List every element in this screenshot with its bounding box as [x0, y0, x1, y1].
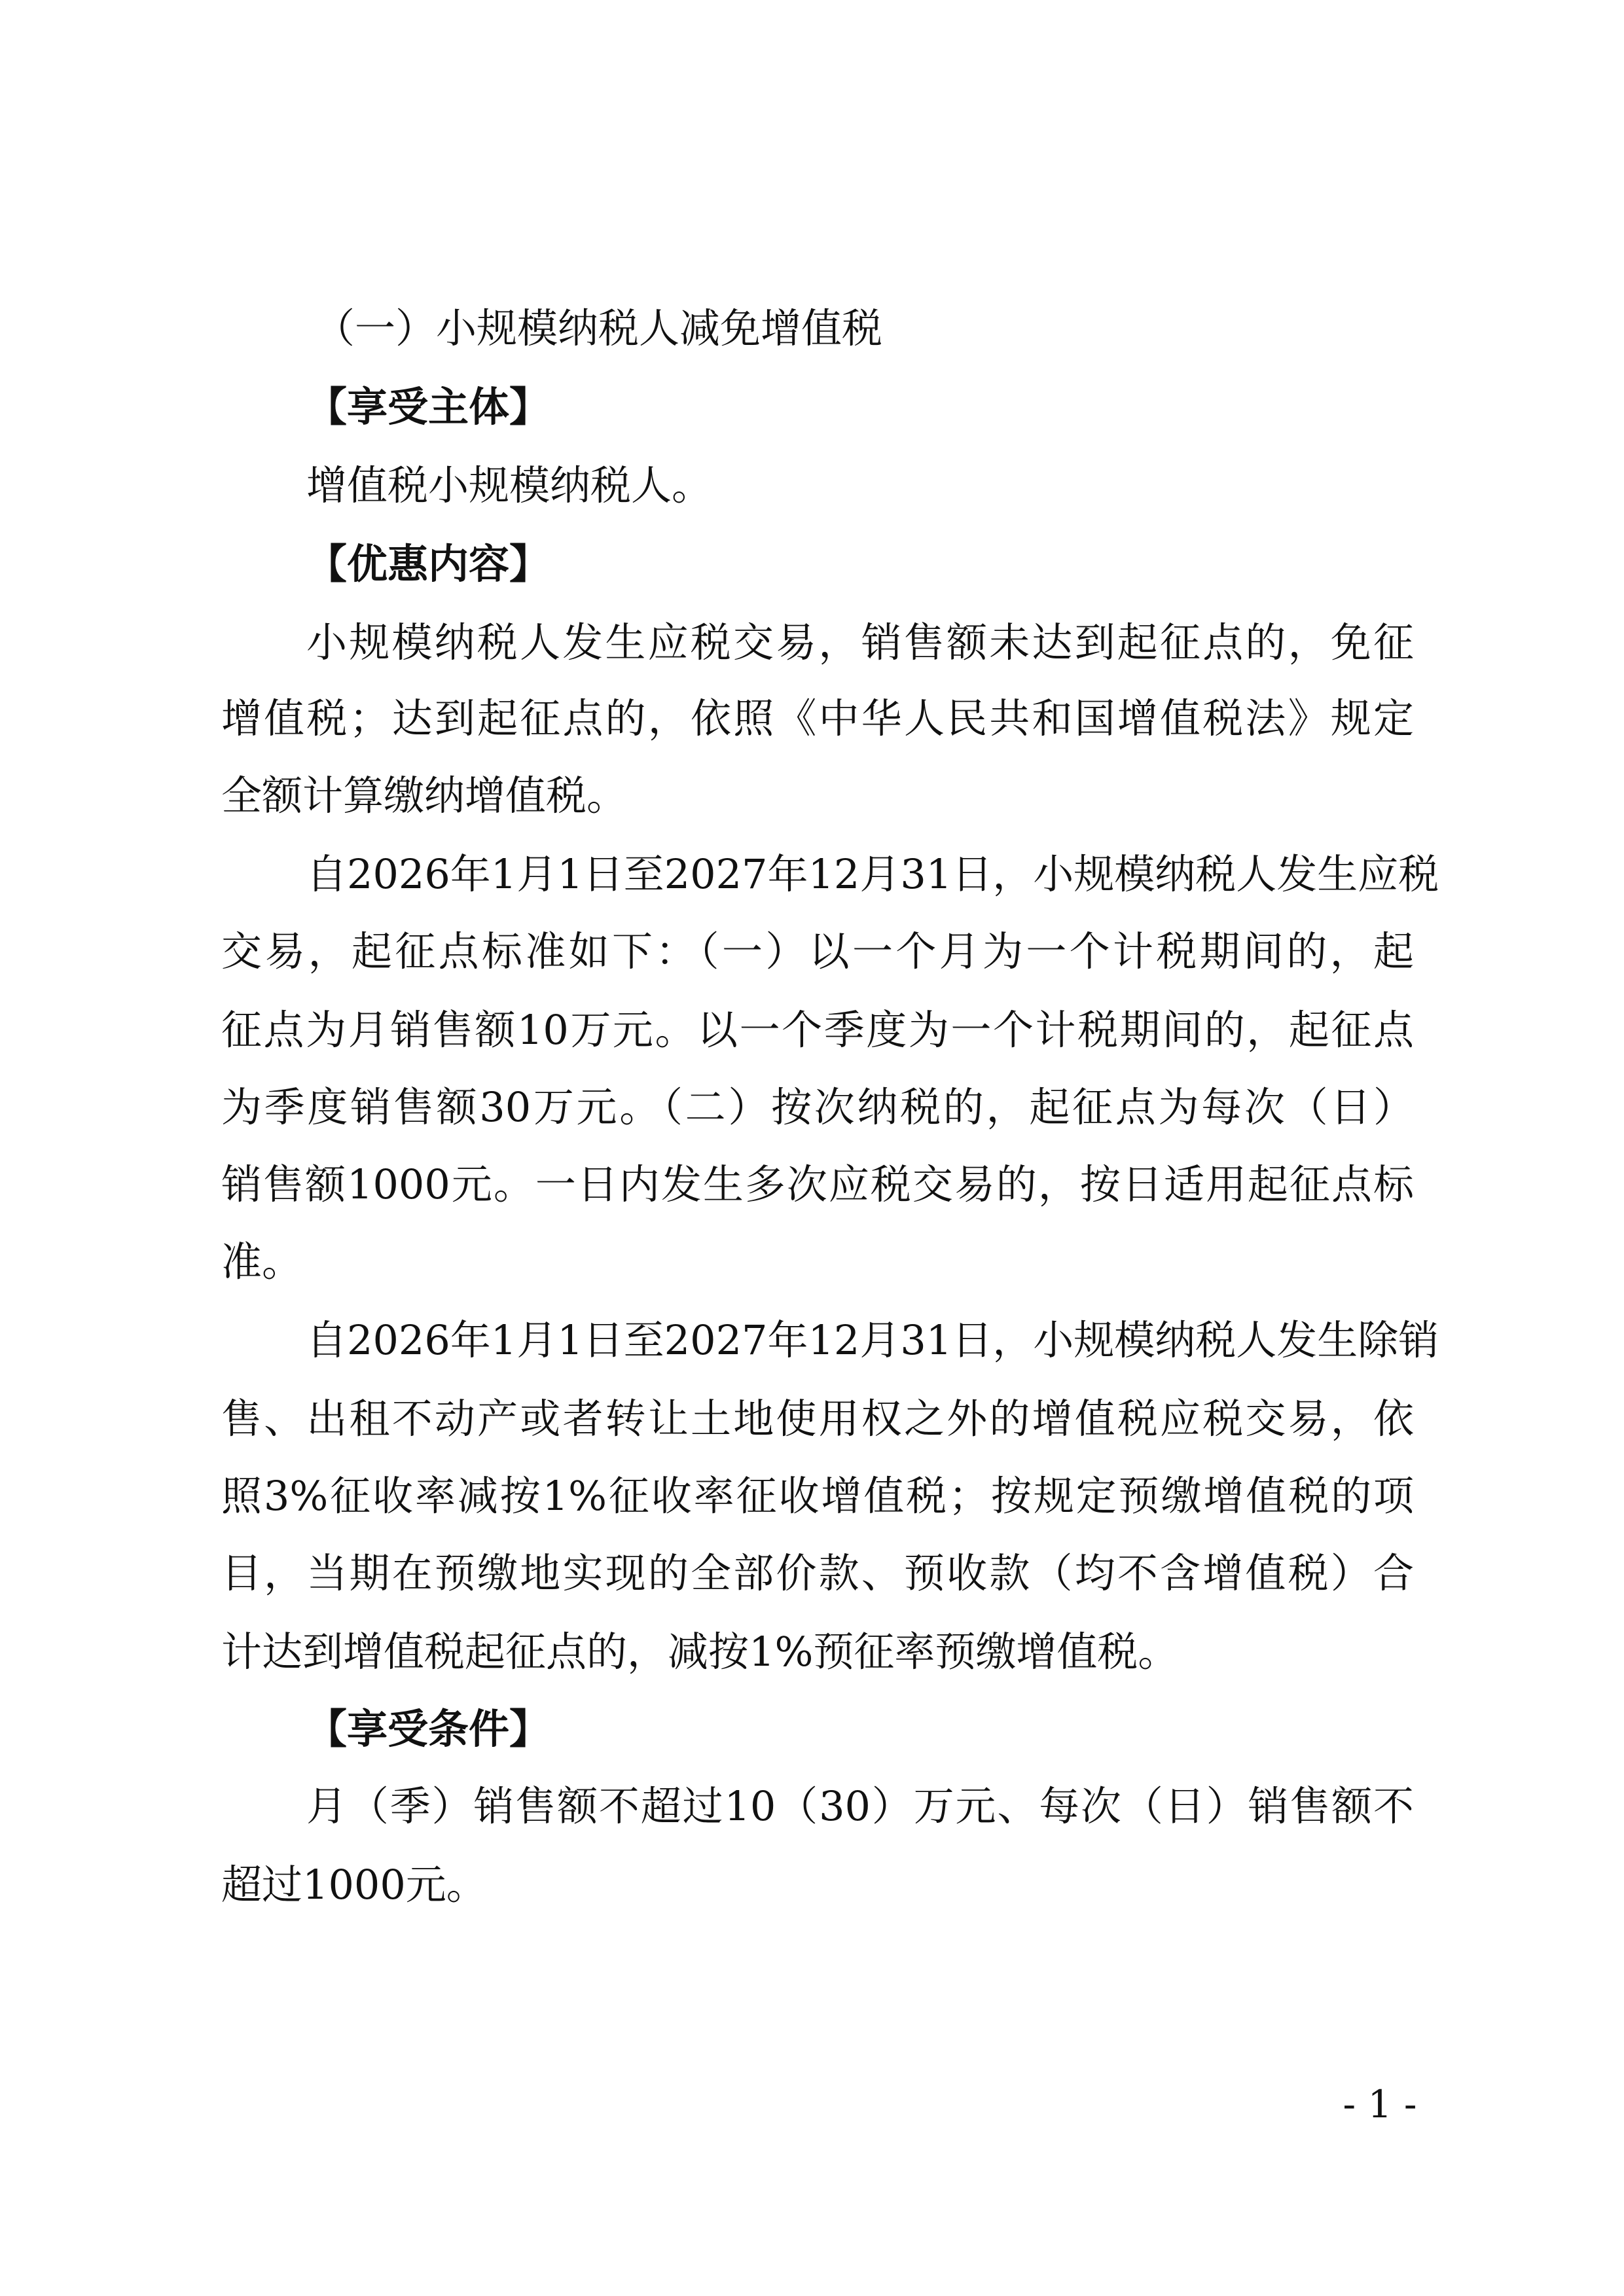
- paragraph-1-line-1: 小规模纳税人发生应税交易，销售额未达到起征点的，免征: [306, 619, 1414, 666]
- paragraph-2-line-5: 销售额1000元。一日内发生多次应税交易的，按日适用起征点标: [221, 1160, 1414, 1208]
- paragraph-1-line-3: 全额计算缴纳增值税。: [221, 772, 628, 819]
- heading-eligibility-conditions: 【享受条件】: [306, 1705, 550, 1753]
- page-number: - 1 -: [1343, 2082, 1417, 2126]
- paragraph-3-line-5: 计达到增值税起征点的，减按1%预征率预缴增值税。: [221, 1628, 1179, 1676]
- paragraph-3-line-1: 自2026年1月1日至2027年12月31日，小规模纳税人发生除销: [306, 1316, 1439, 1364]
- paragraph-3-line-4: 目，当期在预缴地实现的全部价款、预收款（均不含增值税）合: [221, 1549, 1414, 1597]
- paragraph-2-line-4: 为季度销售额30万元。（二）按次纳税的，起征点为每次（日）: [221, 1083, 1414, 1131]
- paragraph-2-line-2: 交易，起征点标准如下：（一）以一个月为一个计税期间的，起: [221, 927, 1414, 975]
- paragraph-3-line-3: 照3%征收率减按1%征收率征收增值税；按规定预缴增值税的项: [221, 1472, 1414, 1520]
- heading-benefit-content: 【优惠内容】: [306, 540, 550, 588]
- paragraph-3-line-2: 售、出租不动产或者转让土地使用权之外的增值税应税交易，依: [221, 1395, 1414, 1443]
- heading-eligible-subject: 【享受主体】: [306, 383, 550, 431]
- section-title: （一）小规模纳税人减免增值税: [314, 304, 883, 352]
- paragraph-2-line-3: 征点为月销售额10万元。以一个季度为一个计税期间的，起征点: [221, 1006, 1414, 1054]
- paragraph-1-line-2: 增值税；达到起征点的，依照《中华人民共和国增值税法》规定: [221, 694, 1414, 742]
- conditions-line-2: 超过1000元。: [221, 1861, 487, 1909]
- paragraph-2-line-6: 准。: [221, 1238, 303, 1285]
- paragraph-2-line-1: 自2026年1月1日至2027年12月31日，小规模纳税人发生应税: [306, 850, 1439, 898]
- eligible-subject-text: 增值税小规模纳税人。: [306, 461, 713, 509]
- conditions-line-1: 月（季）销售额不超过10（30）万元、每次（日）销售额不: [306, 1782, 1414, 1830]
